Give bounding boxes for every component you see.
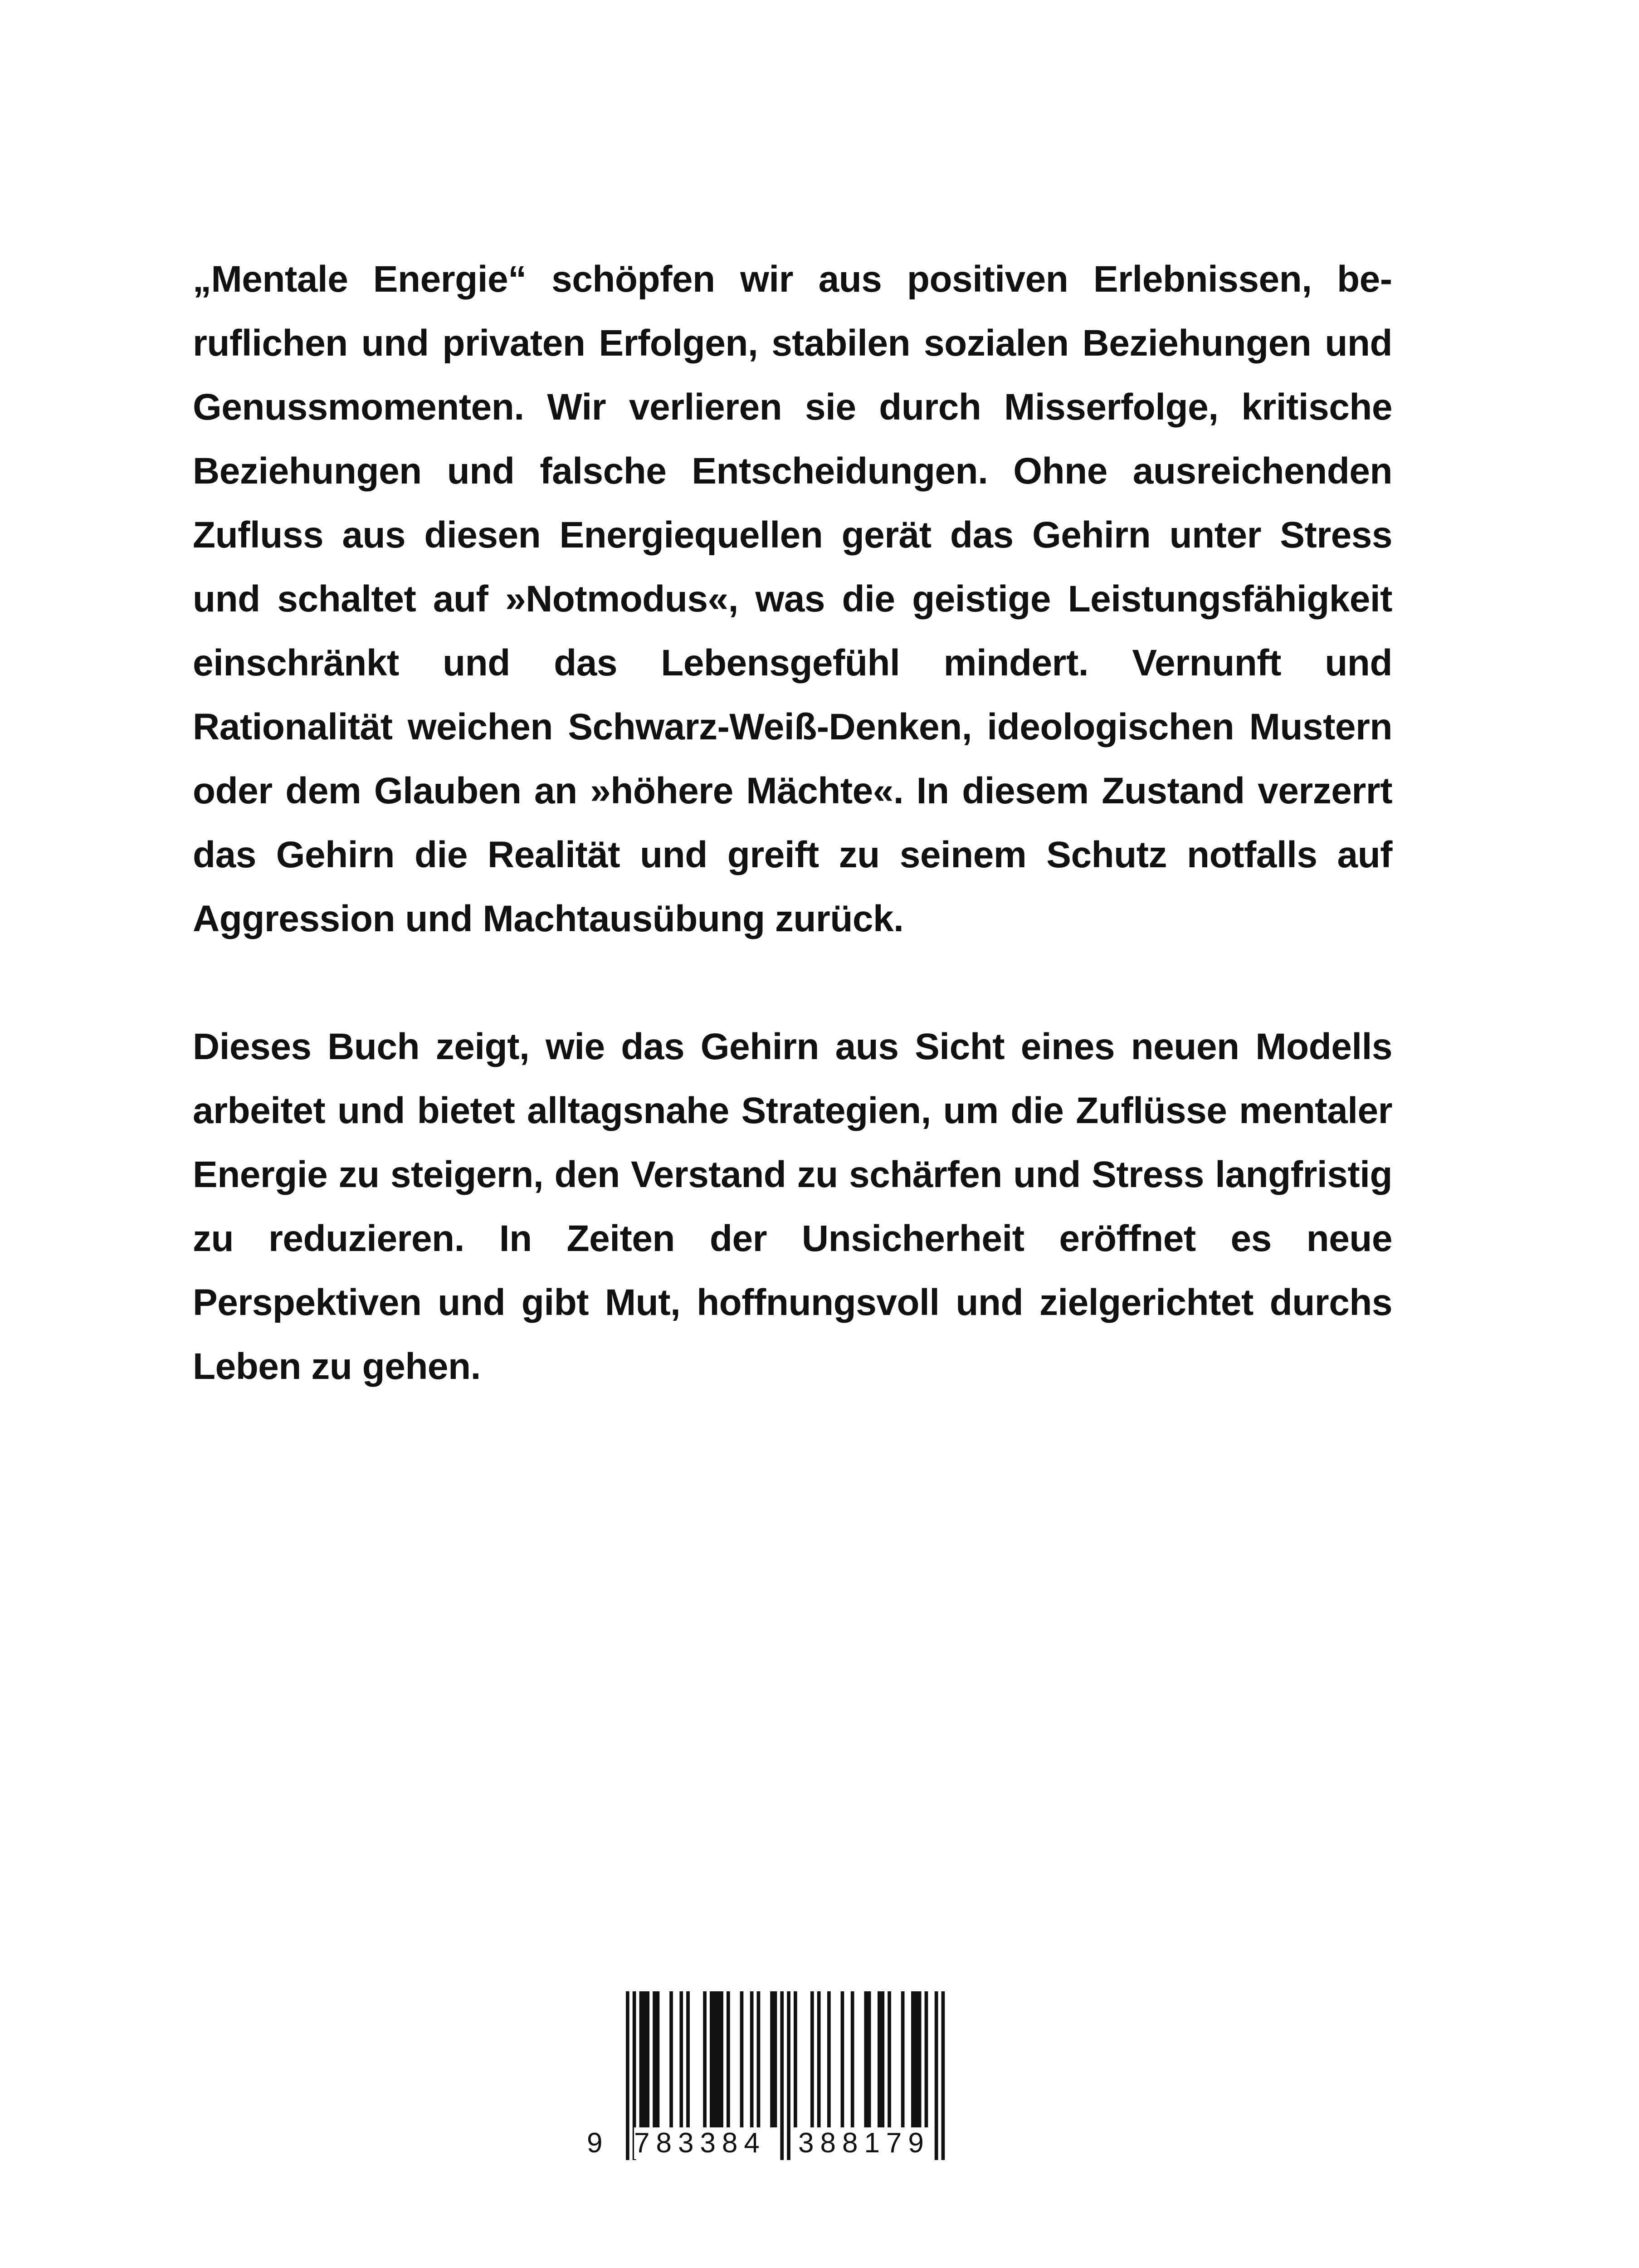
barcode-bar: [864, 1991, 868, 2127]
barcode-bar: [888, 1991, 891, 2127]
barcode-bar: [810, 1991, 814, 2127]
barcode-bar: [794, 1991, 797, 2127]
barcode-digits-right: 388179: [798, 2127, 930, 2159]
barcode-bar: [710, 1991, 713, 2127]
barcode-bar: [679, 1991, 683, 2127]
barcode-bar: [851, 1991, 854, 2127]
barcode-bar: [740, 1991, 744, 2127]
barcode-bar: [901, 1991, 905, 2127]
barcode-bar: [787, 1991, 790, 2160]
barcode-bar: [669, 1991, 673, 2127]
barcode-bar: [653, 1991, 656, 2127]
barcode-bar: [868, 1991, 871, 2127]
barcode-bar: [639, 1991, 643, 2127]
barcode-bar: [626, 1991, 629, 2160]
blurb-text: [193, 247, 1392, 1398]
barcode-bar: [841, 1991, 844, 2127]
barcode-bar: [878, 1991, 881, 2127]
barcode-bar: [643, 1991, 646, 2127]
barcode-bar: [935, 1991, 938, 2160]
barcode-digits-left: 783384: [634, 2127, 766, 2159]
barcode-bar: [717, 1991, 720, 2127]
barcode-bar: [925, 1991, 928, 2127]
barcode-bar: [817, 1991, 821, 2127]
barcode-bar: [703, 1991, 707, 2127]
barcode-bar: [941, 1991, 945, 2160]
barcode-bar: [727, 1991, 730, 2127]
barcode-bar: [911, 1991, 915, 2127]
barcode-bar: [713, 1991, 717, 2127]
barcode-bar: [918, 1991, 922, 2127]
barcode-bar: [770, 1991, 774, 2127]
isbn-barcode: [585, 1991, 971, 2168]
barcode-bar: [656, 1991, 660, 2127]
barcode-bar: [881, 1991, 884, 2127]
barcode-bar: [780, 1991, 784, 2160]
barcode-bar: [774, 1991, 777, 2127]
barcode-bar: [686, 1991, 690, 2127]
barcode-bar: [750, 1991, 754, 2127]
barcode-bar: [646, 1991, 649, 2127]
blurb-paragraph-2: Dieses Buch zeigt, wie das Gehirn aus Sicht eines neuen Modells arbeitet und bietet alltagsnahe Strategien, um die Zuflüsse mentaler Energie zu steigern, den Verstand zu schärfen und Stress langfristig zu reduzieren. In Zeiten der Unsicherheit eröffnet es neue Perspektiven und gibt Mut, hoffnungsvoll und zielgerichtet durchs Leben zu gehen.: [193, 1026, 1392, 1387]
barcode-digit-first: 9: [587, 2127, 603, 2159]
barcode-bar: [827, 1991, 831, 2127]
barcode-bar: [914, 1991, 918, 2127]
blurb-paragraph-1: „Mentale Energie“ schöpfen wir aus positiven Erlebnissen, beruflichen und privaten Erfolgen, stabilen sozialen Beziehungen und Genussmomenten. Wir verlieren sie durch Misserfolge, kritische Beziehungen und falsche Entscheidungen. Ohne ausreichenden Zufluss aus diesen Energiequellen gerät das Gehirn unter Stress und schaltet auf »Notmodus«, was die geistige Leistungsfähigkeit einschränkt und das Lebensgefühl mindert. Vernunft und Rationalität weichen Schwarz-Weiß-Denken, ideologischen Mustern oder dem Glauben an »höhere Mächte«. In diesem Zustand verzerrt das Gehirn die Realität und greift zu seinem Schutz notfalls auf Aggression und Machtausübung zurück.: [193, 259, 1392, 939]
barcode-bar: [757, 1991, 761, 2127]
barcode-bar: [720, 1991, 723, 2127]
